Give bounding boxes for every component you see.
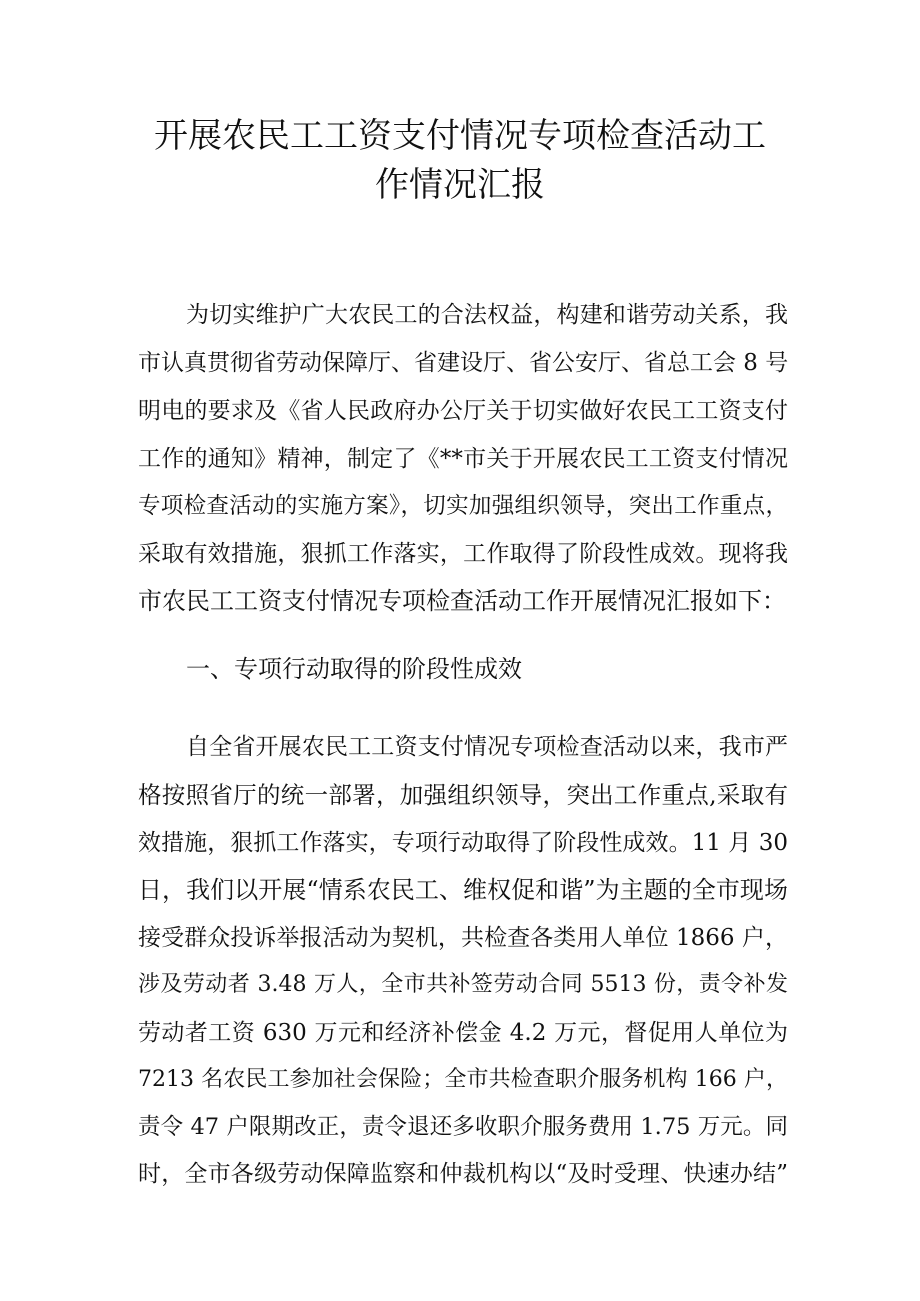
- intro-line: 工作的通知》精神，制定了《**市关于开展农民工工资支付情况: [138, 446, 788, 472]
- section1-line: 责令 47 户限期改正，责令退还多收职介服务费用 1.75 万元。同: [138, 1114, 788, 1140]
- section1-line: 日，我们以开展“情系农民工、维权促和谐”为主题的全市现场: [138, 876, 788, 904]
- section1-line: 劳动者工资 630 万元和经济补偿金 4.2 万元，督促用人单位为: [138, 1020, 788, 1046]
- intro-line: 市认真贯彻省劳动保障厅、省建设厅、省公安厅、省总工会 8 号: [138, 350, 789, 376]
- section1-line: 7213 名农民工参加社会保险；全市共检查职介服务机构 166 户，: [138, 1067, 788, 1092]
- section1-line: 效措施，狠抓工作落实，专项行动取得了阶段性成效。11 月 30: [138, 830, 788, 856]
- intro-line: 专项检查活动的实施方案》，切实加强组织领导，突出工作重点，: [138, 493, 788, 519]
- document-title-line-2: 作情况汇报: [375, 165, 545, 205]
- section1-line: 时，全市各级劳动保障监察和仲裁机构以“及时受理、快速办结”: [138, 1161, 788, 1187]
- document-title-line-1: 开展农民工工资支付情况专项检查活动工: [154, 116, 766, 156]
- section1-line: 自全省开展农民工工资支付情况专项检查活动以来，我市严: [186, 734, 788, 760]
- section-heading: 一、专项行动取得的阶段性成效: [186, 655, 522, 683]
- section1-line: 格按照省厅的统一部署，加强组织领导，突出工作重点,采取有: [138, 781, 788, 809]
- intro-line: 采取有效措施，狠抓工作落实，工作取得了阶段性成效。现将我: [138, 541, 788, 567]
- intro-line: 市农民工工资支付情况专项检查活动工作开展情况汇报如下：: [138, 587, 786, 615]
- intro-line: 明电的要求及《省人民政府办公厅关于切实做好农民工工资支付: [138, 398, 788, 424]
- section1-line: 涉及劳动者 3.48 万人，全市共补签劳动合同 5513 份，责令补发: [138, 972, 788, 997]
- intro-line: 为切实维护广大农民工的合法权益，构建和谐劳动关系，我: [186, 302, 788, 328]
- section1-line: 接受群众投诉举报活动为契机，共检查各类用人单位 1866 户，: [138, 925, 788, 951]
